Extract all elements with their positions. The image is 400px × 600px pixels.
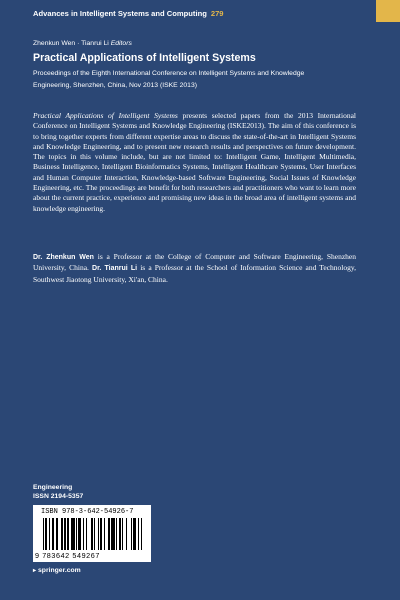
- subtitle-line: Proceedings of the Eighth International Conference on Intelligent Systems and Knowledge: [33, 70, 305, 77]
- bio-name-2: Dr. Tianrui Li: [92, 265, 138, 273]
- editor-role: Editors: [110, 40, 132, 47]
- bio-name-1: Dr. Zhenkun Wen: [33, 254, 94, 261]
- barcode-bars: [43, 518, 143, 550]
- editors-line: [33, 40, 132, 47]
- publisher-url-text: springer.com: [38, 567, 81, 574]
- bio-text-2: is a Professor at the School of Information Science and Technology, Southwest Jiaotong University, Xi'an, China.: [33, 263, 356, 284]
- isbn-number: ISBN 978-3-642-54926-7: [41, 508, 134, 516]
- arrow-right-icon: ▸: [33, 568, 37, 574]
- accent-strip: [376, 0, 400, 22]
- description-text: presents selected papers from the 2013 International Conference on Intelligent Systems and Knowledge Engineering (ISKE2013). The aim of this conference is to bring together experts from different expertise areas to discuss the state-of-the-art in Intelligent Systems and Knowledge Engineering, and to present new research results and perspectives on future development. The topics in this volume include, but are not limited to: Intelligent Game, Intelligent Multimedia, Business Intelligence, Intelligent Bioinformatics Systems, Intelligent Healthcare Systems, User Interfaces and Human Computer Interaction, Knowledge-based Software Engineering, Social Issues of Knowledge Engineering, etc. The proceedings are benefit for both researchers and practitioners who want to learn more about the current practice, experience and promising new ideas in the broad area of intelligent systems and knowledge engineering.: [33, 111, 356, 213]
- editor-bio-paragraph: [33, 252, 356, 285]
- issn-number: ISSN 2194-5357: [33, 493, 84, 500]
- editor-names: Zhenkun Wen · Tianrui Li: [33, 40, 109, 47]
- description-paragraph: [33, 111, 356, 214]
- description-book-title: Practical Applications of Intelligent Systems: [33, 111, 178, 120]
- subtitle-line: Engineering, Shenzhen, China, Nov 2013 (ISKE 2013): [33, 82, 197, 90]
- book-title: Practical Applications of Intelligent Systems: [33, 52, 256, 64]
- barcode-gap: [142, 518, 143, 550]
- series-name: Advances in Intelligent Systems and Computing: [33, 9, 207, 18]
- subject-category: Engineering: [33, 484, 73, 491]
- book-subtitle: [33, 68, 333, 92]
- bio-text-1: is a Professor at the College of Computer and Software Engineering, Shenzhen University, China.: [33, 252, 357, 273]
- series-volume: 279: [210, 9, 224, 18]
- publisher-url[interactable]: [33, 567, 81, 574]
- barcode: [33, 505, 151, 562]
- series-line: [33, 9, 224, 18]
- ean-number: 9 783642 549267: [35, 551, 100, 560]
